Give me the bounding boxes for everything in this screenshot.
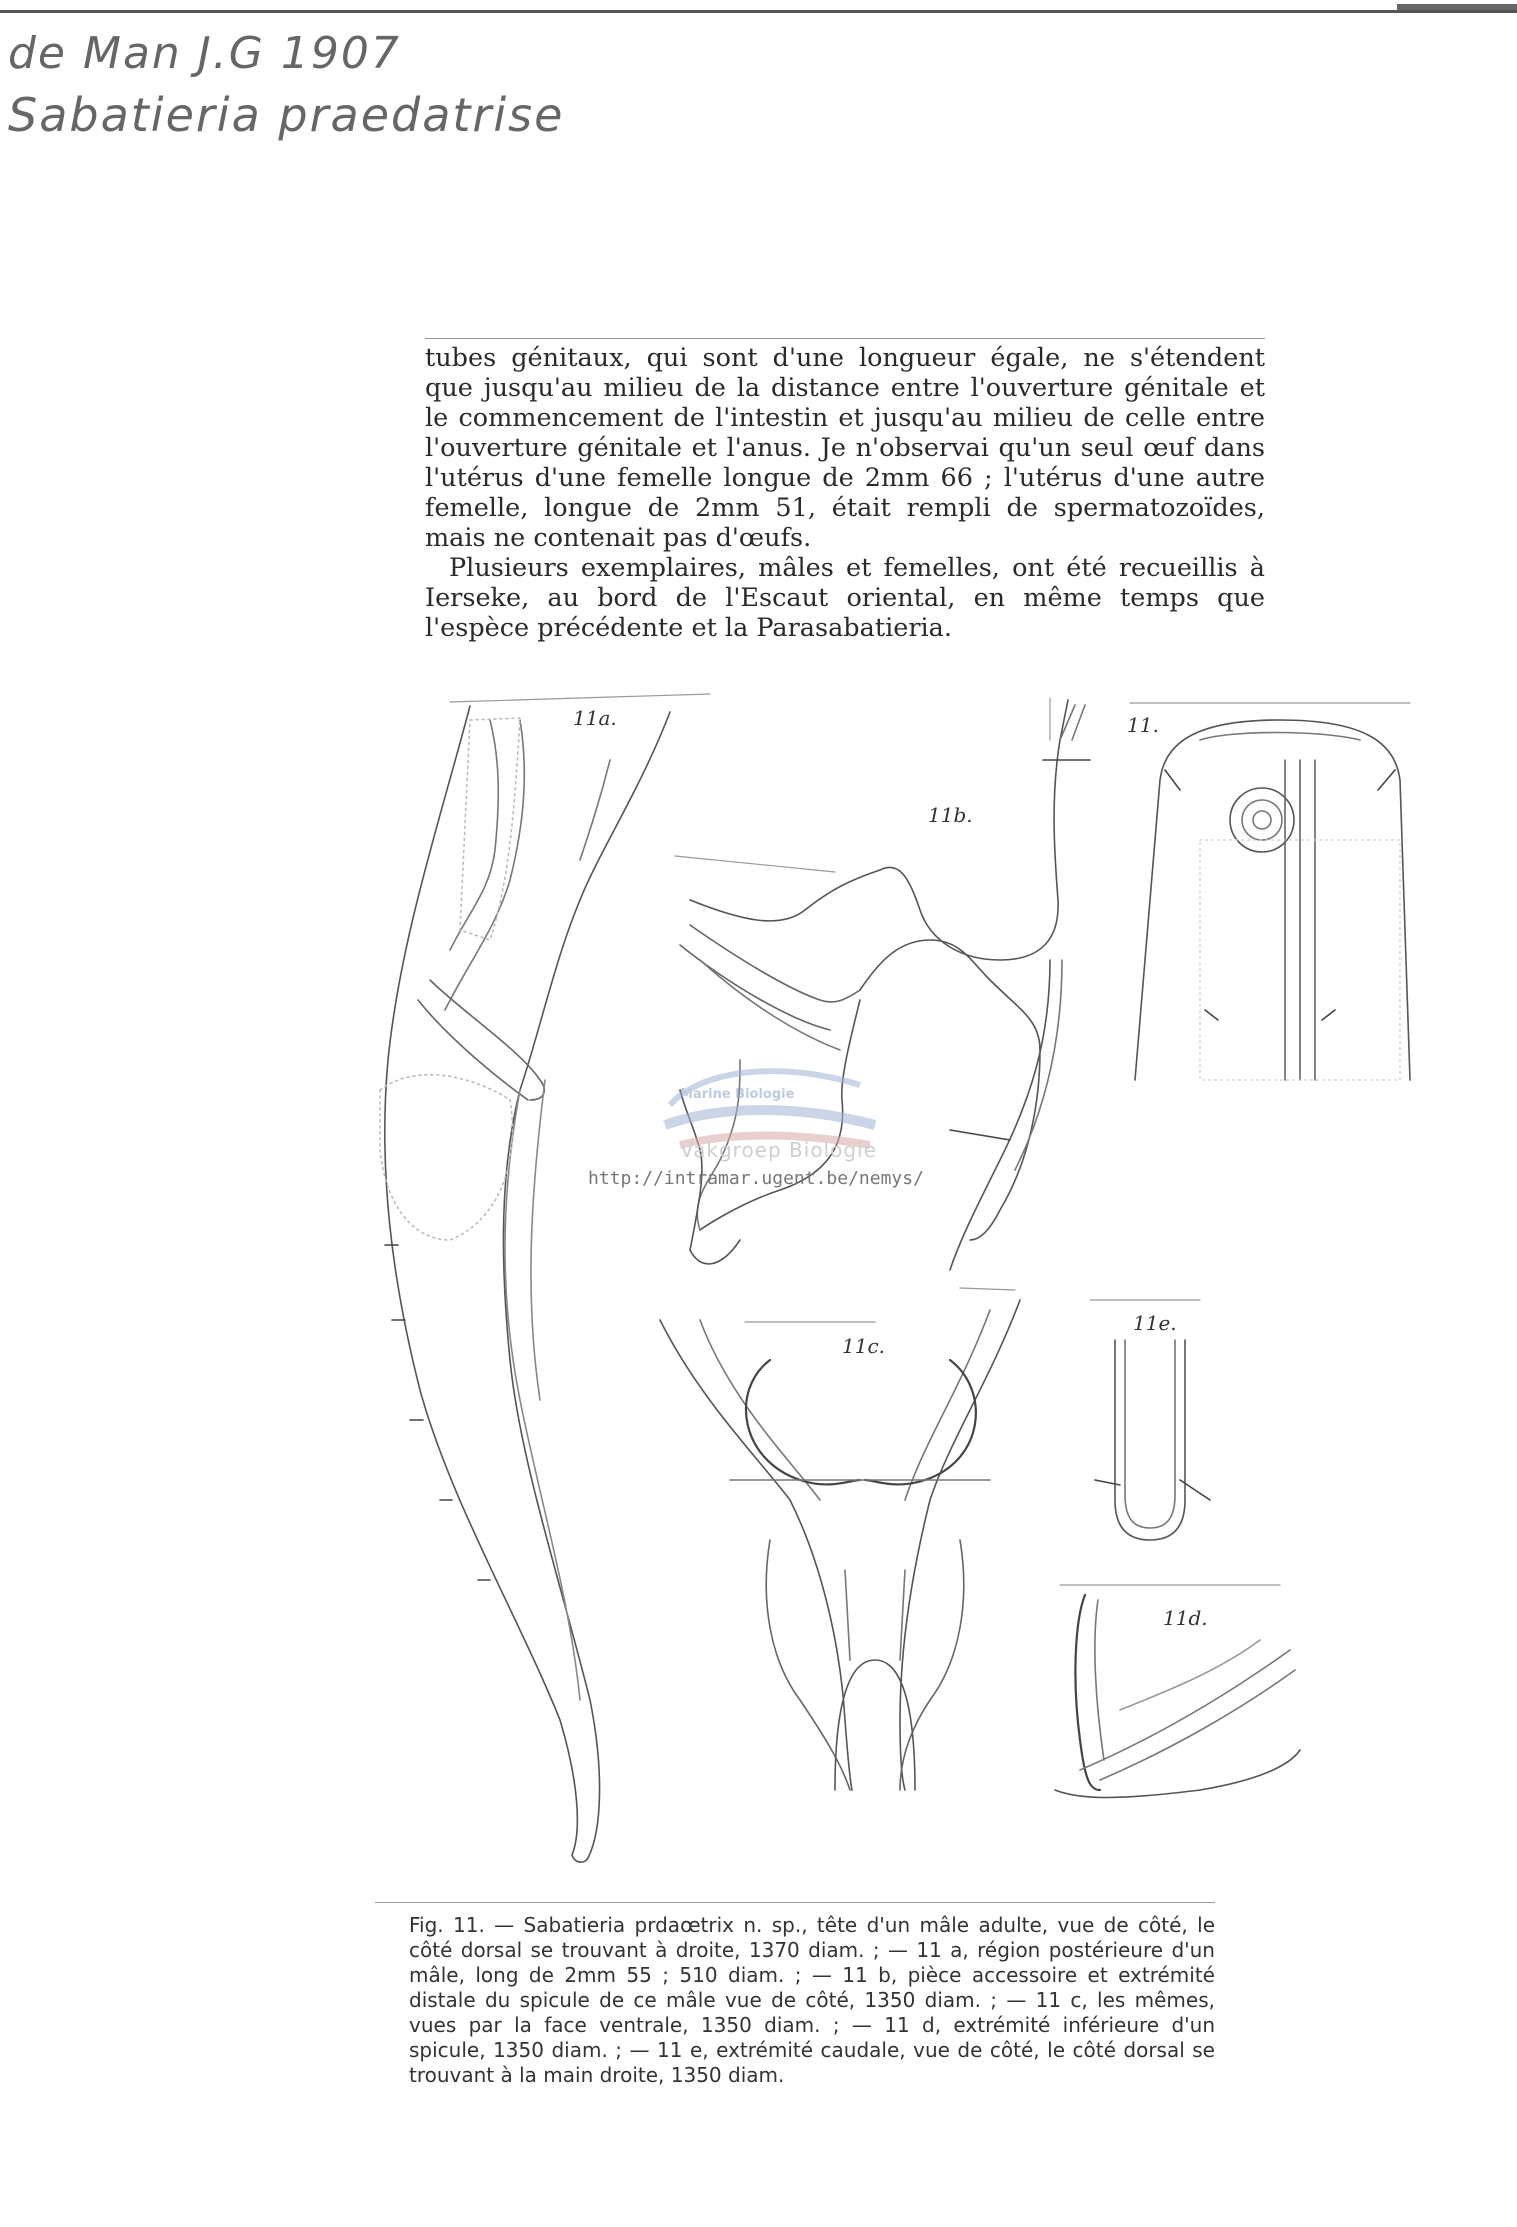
fig-label-11: 11. bbox=[1127, 713, 1159, 737]
fig-11c-drawing bbox=[660, 1288, 1020, 1790]
figure-caption bbox=[375, 1902, 1215, 2088]
fig-11e-drawing bbox=[1090, 1300, 1210, 1540]
fig-label-11a: 11a. bbox=[573, 706, 617, 730]
fig-11-drawing bbox=[1130, 703, 1410, 1080]
handwritten-species-note: Sabatieria praedatrise bbox=[8, 88, 565, 142]
watermark-url: http://intramar.ugent.be/nemys/ bbox=[588, 1168, 924, 1189]
caption-text: Fig. 11. — Sabatieria prdaœtrix n. sp., tête d'un mâle adulte, vue de côté, le côté dorsal se trouvant à droite, 1370 diam. ; — 11 a, région postérieure d'un mâle, long de 2mm 55 ; 510 diam. ; — 11 b, pièce accessoire et extrémité distale du spicule de ce mâle vue de côté, 1350 diam. ; — 11 c, les mêmes, vues par la face ventrale, 1350 diam. ; — 11 d, extrémité inférieure d'un spicule, 1350 diam. ; — 11 e, extrémité caudale, vue de côté, le côté dorsal se trouvant à la main droite, 1350 diam. bbox=[409, 1913, 1215, 2087]
logo-text: Marine Biologie bbox=[680, 1087, 795, 1102]
fig-label-11b: 11b. bbox=[928, 803, 973, 827]
fig-label-11e: 11e. bbox=[1133, 1311, 1177, 1335]
handwritten-author-note: de Man J.G 1907 bbox=[8, 28, 401, 79]
body-paragraph-2: Plusieurs exemplaires, mâles et femelles, ont été recueillis à Ierseke, au bord de l'Escaut oriental, en même temps que l'espèce précédente et la Parasabatieria. bbox=[425, 553, 1265, 643]
watermark-group-text: Vakgroep Biologie bbox=[680, 1138, 877, 1162]
fig-label-11d: 11d. bbox=[1163, 1606, 1208, 1630]
fig-11a-drawing bbox=[380, 694, 710, 1862]
fig-label-11c: 11c. bbox=[842, 1334, 886, 1358]
body-paragraph-1: tubes génitaux, qui sont d'une longueur égale, ne s'étendent que jusqu'au milieu de la distance entre l'ouverture génitale et le commencement de l'intestin et jusqu'au milieu de celle entre l'ouverture génitale et l'anus. Je n'observai qu'un seul œuf dans l'utérus d'une femelle longue de 2mm 66 ; l'utérus d'une autre femelle, longue de 2mm 51, était rempli de spermatozoïdes, mais ne contenait pas d'œufs. bbox=[425, 343, 1265, 553]
